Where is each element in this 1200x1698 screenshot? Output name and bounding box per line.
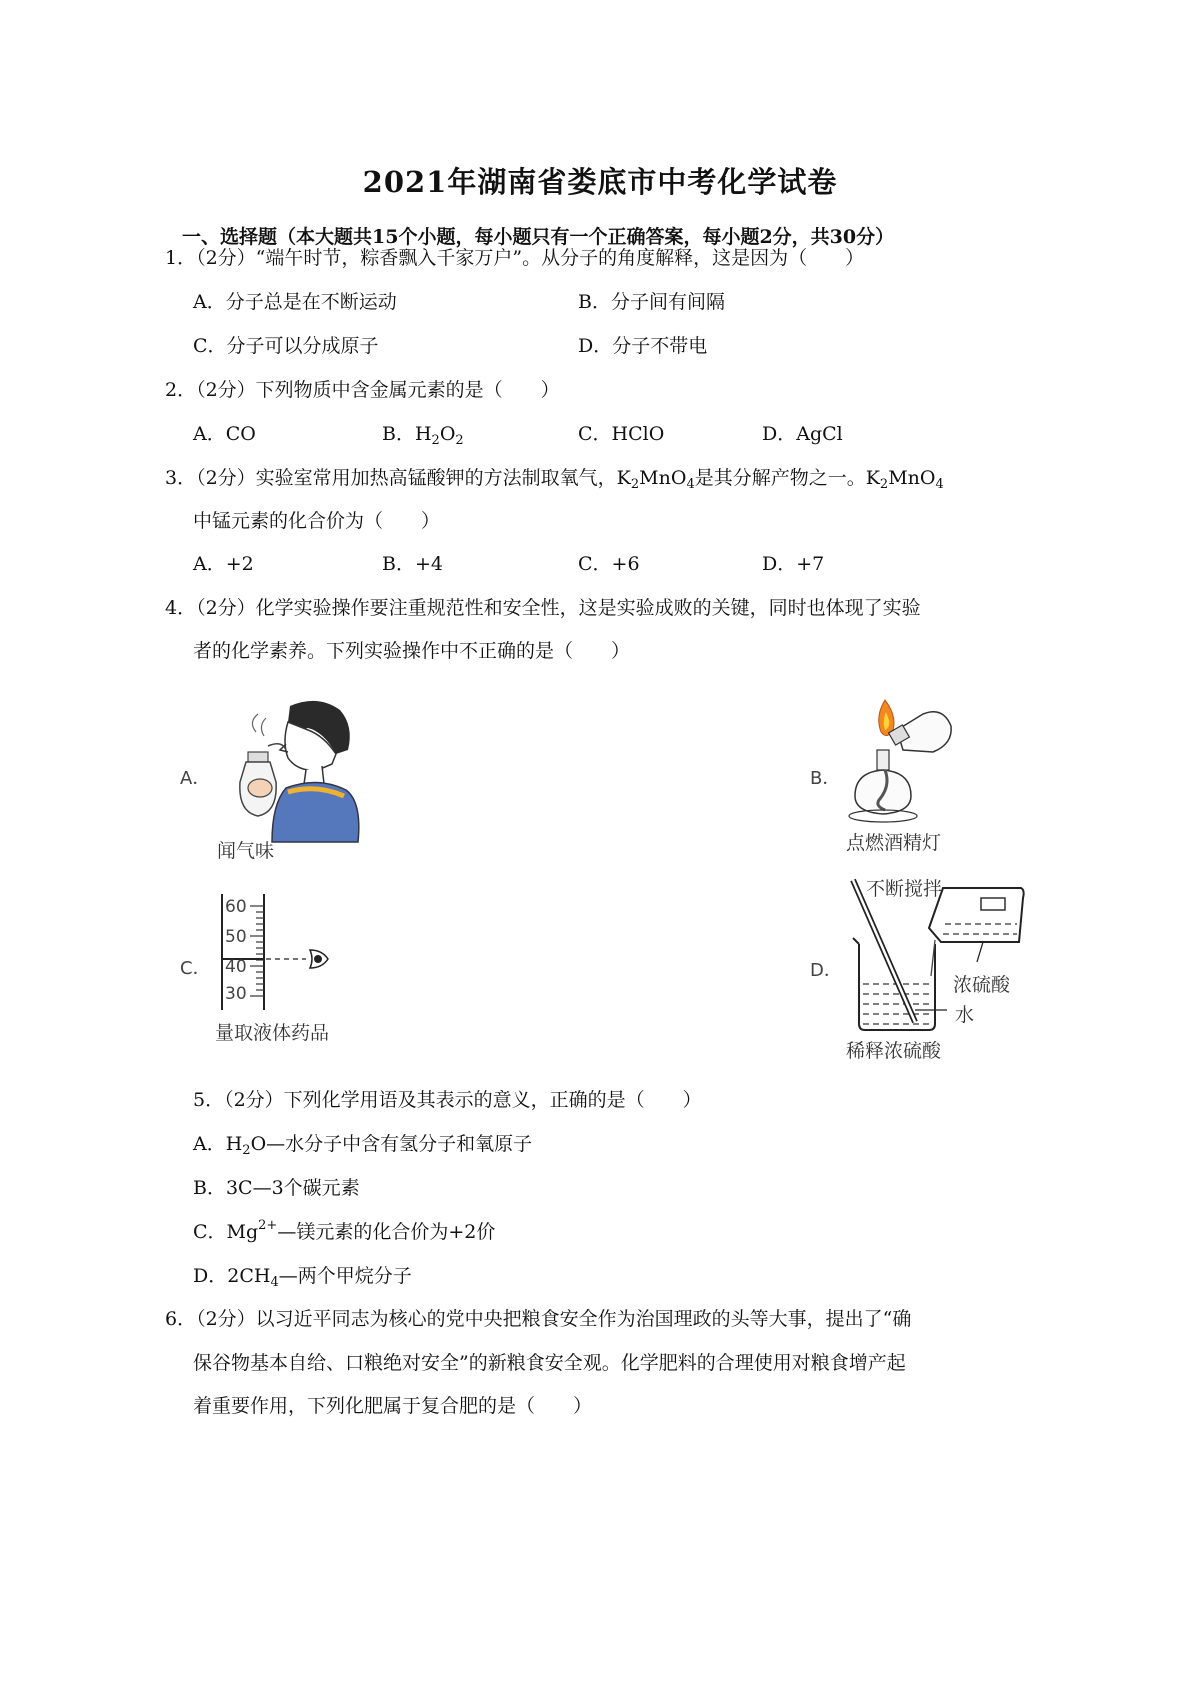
q4-stem-line2: 者的化学素养。下列实验操作中不正确的是（ ） [193,640,631,662]
q2-option-d: D．AgCl [762,423,843,445]
q3-stem-line2: 中锰元素的化合价为（ ） [193,510,441,532]
q4-figure-d-label: D． [810,960,842,981]
cylinder-tick-label: 30 [225,984,247,1004]
q2-option-b: B．$H_2O_2$ [382,423,464,448]
q3-option-d: D．+7 [762,553,825,575]
q2-option-c: C．HClO [578,423,665,445]
page-title: 2021年湖南省娄底市中考化学试卷 [362,165,838,199]
q4-figure-c-label: C． [180,958,211,979]
cylinder-tick-label: 60 [225,897,247,917]
q4-figure-a-label: A． [180,768,211,789]
q1-stem: 1．（2分）“端午时节，粽香飘入千家万户”。从分子的角度解释，这是因为（ ） [165,247,865,269]
q3-stem-line1: 3．（2分）实验室常用加热高锰酸钾的方法制取氧气，$K_2MnO_4$是其分解产物之一。$K_2MnO_4$ [165,467,944,492]
q2-option-a: A．CO [193,423,256,445]
q4-figure-d-caption: 稀释浓硫酸 [846,1040,942,1062]
q4-figure-b-label: B． [810,768,841,789]
q6-stem-line1: 6．（2分）以习近平同志为核心的党中央把粮食安全作为治国理政的头等大事，提出了“确 [165,1308,912,1330]
q4-figure-a-caption: 闻气味 [217,840,275,862]
q5-option-c: C．$Mg^{2+}—$镁元素的化合价为+2价 [193,1218,496,1243]
label-water: 水 [955,1004,975,1026]
q3-option-b: B．+4 [382,553,443,575]
q1-option-d: D．分子不带电 [578,335,708,357]
q3-option-a: A．+2 [193,553,254,575]
q5-option-a: A．$H_2O—$水分子中含有氢分子和氧原子 [193,1133,533,1158]
q4-stem-line1: 4．（2分）化学实验操作要注重规范性和安全性，这是实验成败的关键，同时也体现了实验 [165,597,921,619]
q3-option-c: C．+6 [578,553,640,575]
q6-stem-line3: 着重要作用，下列化肥属于复合肥的是（ ） [193,1395,593,1417]
q4-figure-c-caption: 量取液体药品 [215,1022,330,1044]
cylinder-tick-label: 50 [225,927,247,947]
q1-option-b: B．分子间有间隔 [578,291,725,313]
cylinder-tick-label: 40 [225,957,247,977]
smelling-person-figure [228,692,368,842]
q1-option-a: A．分子总是在不断运动 [193,291,397,313]
section-heading: 一、选择题（本大题共15个小题，每小题只有一个正确答案，每小题2分，共30分） [182,226,895,248]
alcohol-lamp-figure [845,696,955,826]
q4-figure-b-caption: 点燃酒精灯 [846,832,942,854]
q5-option-b: B．3C—3个碳元素 [193,1177,360,1199]
q1-option-c: C．分子可以分成原子 [193,335,379,357]
q2-stem: 2．（2分）下列物质中含金属元素的是（ ） [165,379,560,401]
q6-stem-line2: 保谷物基本自给、口粮绝对安全”的新粮食安全观。化学肥料的合理使用对粮食增产起 [193,1352,906,1374]
label-concentrated-acid: 浓硫酸 [953,974,1011,996]
label-stir-continuously: 不断搅拌 [866,878,943,900]
q5-stem: 5．（2分）下列化学用语及其表示的意义，正确的是（ ） [193,1089,702,1111]
q5-option-d: D．$2CH_4—$两个甲烷分子 [193,1265,412,1290]
